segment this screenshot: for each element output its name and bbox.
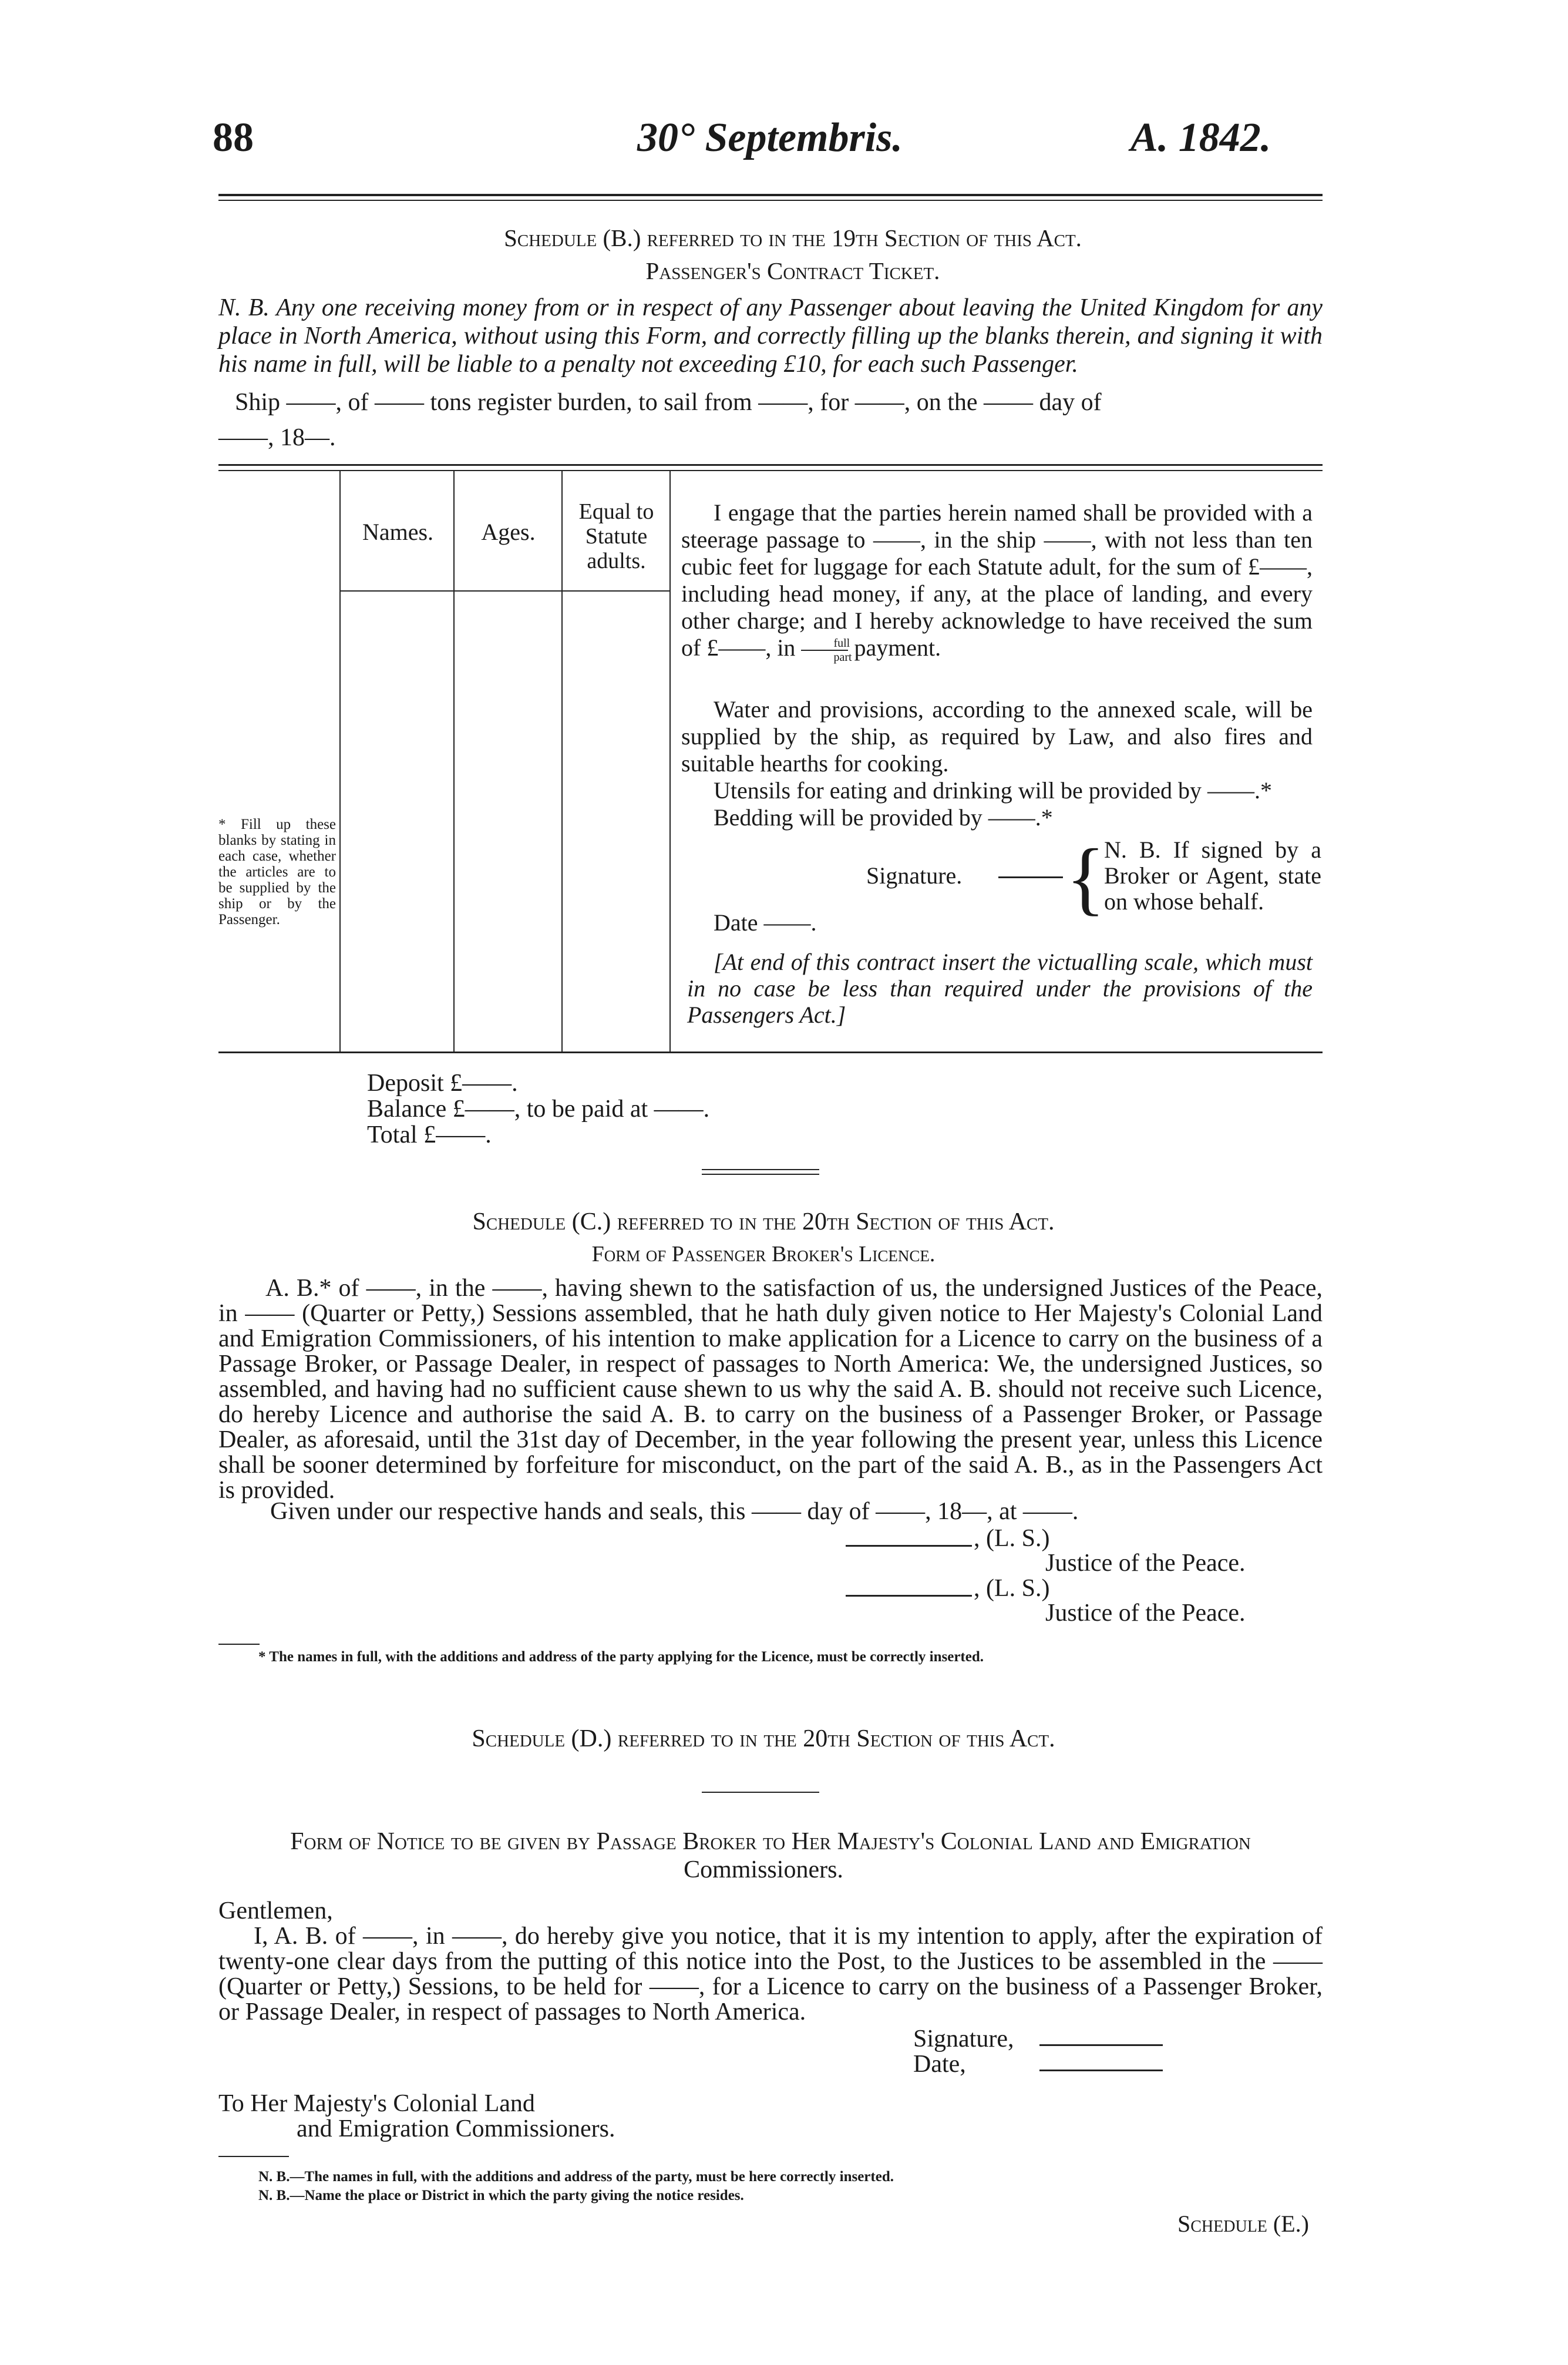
schedule-d-body: I, A. B. of ——, in ——, do hereby give you notice, that it is my intention to apply, after the expiration of twenty-one clear days from the putting of this notice into the Post, to the Justices to be assembled in the —— (Quarter or Petty,) Sessions, to be held for ——, for a Licence to carry on the business of a Passenger Broker, or Passage Dealer, in respect of passages to North America. <box>218 1923 1323 2025</box>
total-line: Total £——. <box>367 1121 492 1148</box>
date-title: 30° Septembris. <box>637 115 903 160</box>
footnote-rule-c <box>218 1644 260 1645</box>
contract-body-1-text: I engage that the parties herein named shall be provided with a steerage passage to ——, in the ship ——, with not less than ten cubic feet for luggage for each Statute adult, for the sum of £——, including head money, if any, at the place of landing, and every other charge; and I hereby acknowledge to have received the sum of £——, in <box>681 499 1313 661</box>
signature-note: N. B. If signed by a Broker or Agent, state on whose behalf. <box>1104 837 1321 915</box>
signature-d: Signature, <box>913 2025 1014 2052</box>
side-note: * Fill up these blanks by stating in each case, whether the articles are to be supplied by the ship or by the Passenger. <box>218 817 336 928</box>
year: A. 1842. <box>1130 115 1271 160</box>
bedding-line: Bedding will be provided by ——.* <box>714 804 1053 831</box>
utensils-line: Utensils for eating and drinking will be provided by ——.* <box>714 777 1272 804</box>
date-d-blank <box>1039 2070 1163 2071</box>
ls-2: , (L. S.) <box>974 1575 1050 1602</box>
column-names: Names. <box>362 519 434 545</box>
schedule-b-note: N. B. Any one receiving money from or in respect of any Passenger about leaving the United Kingdom for any place in North America, without using this Form, and correctly filling up the blanks therein, and signing it with his name in full, will be liable to a penalty not exceeding £10, for each such Passenger. <box>218 294 1323 378</box>
schedule-d-form-title-2: Commissioners. <box>684 1856 843 1883</box>
ls-1-blank <box>846 1545 972 1547</box>
ls-1: , (L. S.) <box>974 1525 1050 1552</box>
col-line-2 <box>453 470 455 1052</box>
header-rule-top <box>218 194 1323 196</box>
col-line-3 <box>561 470 563 1052</box>
contract-body-1 <box>681 499 1313 664</box>
footnote-rule-d <box>218 2156 289 2157</box>
divider-d <box>702 1792 819 1793</box>
col-line-1 <box>339 470 341 1052</box>
schedule-d-note-1: N. B.—The names in full, with the additions and address of the party, must be here correctly inserted. <box>258 2169 894 2185</box>
table-rule-bottom <box>218 1052 1323 1053</box>
schedule-d-title: Schedule (D.) referred to in the 20th Section of this Act. <box>472 1725 1055 1752</box>
divider-c-1 <box>702 1169 819 1170</box>
signature-d-blank <box>1039 2044 1163 2046</box>
signature-label: Signature. <box>866 862 963 889</box>
to-line-1: To Her Majesty's Colonial Land <box>218 2090 535 2117</box>
col-line-4 <box>669 470 671 1052</box>
victualling-note: [At end of this contract insert the victualling scale, which must in no case be less than required under the provisions of the Passengers Act.] <box>687 949 1313 1028</box>
ship-line-2: ——, 18—. <box>218 424 336 451</box>
deposit-line: Deposit £——. <box>367 1070 518 1097</box>
salutation: Gentlemen, <box>218 1897 333 1924</box>
column-equal-to: Equal to Statute adults. <box>578 499 654 573</box>
form-title-line-1: Form of Notice to be given by Passage Broker to Her Majesty's Colonial Land and Emigration <box>290 1828 1251 1855</box>
date-d: Date, <box>913 2051 966 2078</box>
schedule-d-note-2: N. B.—Name the place or District in which the party giving the notice resides. <box>258 2188 744 2203</box>
table-rule-top <box>218 464 1323 466</box>
schedule-c-footnote: * The names in full, with the additions and address of the party applying for the Licence, must be correctly inserted. <box>258 1649 984 1665</box>
header-rule-bottom <box>218 200 1323 201</box>
column-ages: Ages. <box>481 519 536 545</box>
ls-2-blank <box>846 1595 972 1597</box>
ship-line-1: Ship ——, of —— tons register burden, to sail from ——, for ——, on the —— day of <box>235 389 1102 416</box>
fraction-bottom: part <box>833 650 852 664</box>
table-rule-top-2 <box>218 470 1323 471</box>
schedule-d-form-title-1 <box>218 1827 1323 1857</box>
schedule-c-body: A. B.* of ——, in the ——, having shewn to the satisfaction of us, the undersigned Justices of the Peace, in —— (Quarter or Petty,) Sessions assembled, that he hath duly given notice to Her Majesty's Colonial Land and Emigration Commissioners, of his intention to make application for a Licence to carry on the business of a Passage Broker, or Passage Dealer, in respect of passages to North America: We, the undersigned Justices, so assembled, and having had no sufficient cause shewn to us why the said A. B. should not receive such Licence, do hereby Licence and authorise the said A. B. to carry on the business of a Passenger Broker, or Passage Dealer, as aforesaid, until the 31st day of December, in the year following the present year, unless this Licence shall be sooner determined by forfeiture for misconduct, on the part of the said A. B., as in the Passengers Act is provided. <box>218 1275 1323 1504</box>
date-label: Date ——. <box>714 909 817 936</box>
catchword: Schedule (E.) <box>1177 2211 1309 2237</box>
justice-1: Justice of the Peace. <box>1045 1550 1246 1577</box>
signature-brace: { <box>1066 832 1106 923</box>
schedule-c-subtitle: Form of Passenger Broker's Licence. <box>591 1242 936 1267</box>
schedule-c-title: Schedule (C.) referred to in the 20th Section of this Act. <box>472 1208 1055 1235</box>
payment-fraction <box>801 636 852 664</box>
page-number: 88 <box>213 115 254 160</box>
schedule-b-subtitle: Passenger's Contract Ticket. <box>645 257 940 284</box>
justice-2: Justice of the Peace. <box>1045 1600 1246 1627</box>
balance-line: Balance £——, to be paid at ——. <box>367 1096 710 1123</box>
given-line: Given under our respective hands and seals, this —— day of ——, 18—, at ——. <box>270 1498 1079 1525</box>
contract-body-1-end: payment. <box>854 634 941 661</box>
signature-blank <box>998 876 1063 878</box>
to-line-2: and Emigration Commissioners. <box>297 2115 615 2142</box>
contract-body-2: Water and provisions, according to the annexed scale, will be supplied by the ship, as required by Law, and also fires and suitable hearths for cooking. <box>681 696 1313 777</box>
header-row-rule <box>339 590 671 592</box>
fraction-top: full <box>801 637 848 651</box>
schedule-b-title: Schedule (B.) referred to in the 19th Section of this Act. <box>504 224 1082 251</box>
divider-c-2 <box>702 1174 819 1175</box>
